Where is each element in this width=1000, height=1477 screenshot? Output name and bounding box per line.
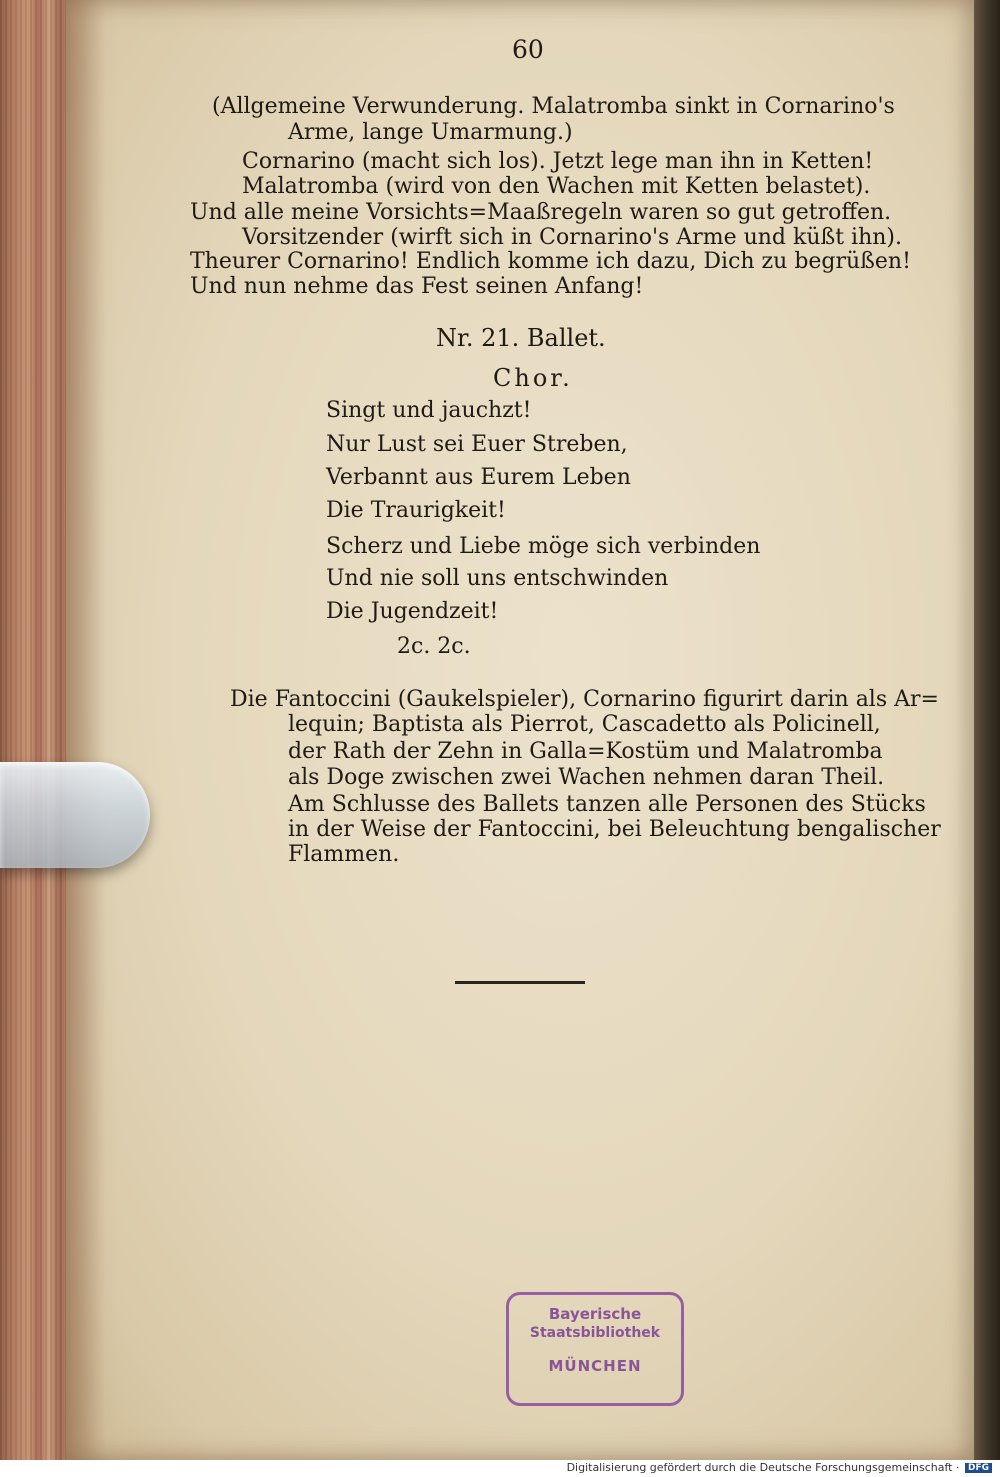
number-heading: Nr. 21. Ballet. [436,324,606,352]
stamp-line: Bayerische [548,1305,642,1323]
text-line: (Allgemeine Verwunderung. Malatromba sinkt in Cornarino's [212,94,895,119]
verse-line: Nur Lust sei Euer Streben, [326,432,628,457]
stamp-line: MÜNCHEN [548,1357,642,1375]
text-line: Arme, lange Umarmung.) [288,120,573,145]
paragraph-line: als Doge zwischen zwei Wachen nehmen daran Theil. [288,765,885,790]
paragraph-line: Flammen. [288,842,400,867]
paragraph-line: Am Schlusse des Ballets tanzen alle Personen des Stücks [288,792,926,817]
paragraph-line: lequin; Baptista als Pierrot, Cascadetto als Policinell, [288,712,881,737]
paragraph-line: der Rath der Zehn in Galla=Kostüm und Malatromba [288,739,883,764]
verse-line: Verbannt aus Eurem Leben [326,465,631,490]
text-line: Vorsitzender (wirft sich in Cornarino's Arme und küßt ihn). [242,225,902,250]
verse-line: Singt und jauchzt! [326,398,532,423]
paragraph-line: Die Fantoccini (Gaukelspieler), Cornarino figurirt darin als Ar= [230,687,939,712]
text-line: Und alle meine Vorsichts=Maaßregeln waren so gut getroffen. [190,200,892,225]
chor-heading: Chor. [493,364,573,392]
right-page-edge [970,0,1000,1460]
stamp-line: Staatsbibliothek [529,1325,661,1341]
page-number: 60 [512,35,544,64]
paragraph-line: in der Weise der Fantoccini, bei Beleuchtung bengalischer [288,817,941,842]
verse-line: Die Traurigkeit! [326,498,506,523]
left-page-edges [0,0,70,1460]
library-stamp [506,1292,684,1406]
footer-bar [0,1460,1000,1477]
footer-credit [567,1461,992,1474]
glass-page-clip [0,762,150,868]
text-line: Cornarino (macht sich los). Jetzt lege man ihn in Ketten! [242,149,874,174]
text-line: Malatromba (wird von den Wachen mit Ketten belastet). [242,174,871,199]
verse-line: Und nie soll uns entschwinden [326,566,669,591]
dfg-logo-icon: DFG [965,1463,992,1473]
section-rule [455,981,585,984]
text-line: Theurer Cornarino! Endlich komme ich dazu, Dich zu begrüßen! [190,249,911,274]
verse-etc: 2c. 2c. [397,634,471,659]
verse-line: Die Jugendzeit! [326,599,499,624]
text-line: Und nun nehme das Fest seinen Anfang! [190,274,644,299]
footer-text: Digitalisierung gefördert durch die Deutsche Forschungsgemeinschaft · [566,1461,960,1474]
verse-line: Scherz und Liebe möge sich verbinden [326,534,761,559]
